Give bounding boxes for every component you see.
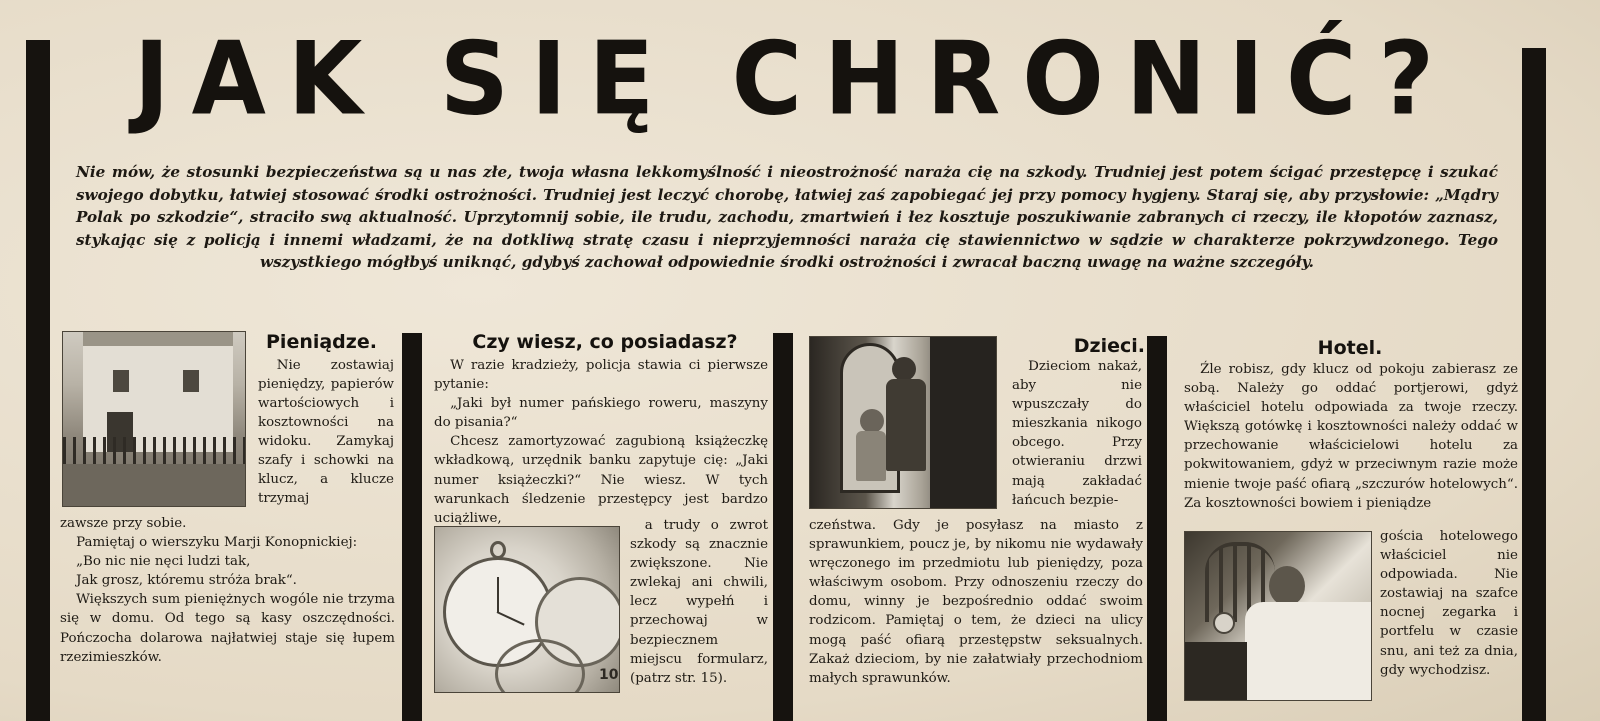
pieniadze-body-paragraph: Pamiętaj o wierszyku Marji Konopnickiej: bbox=[76, 535, 358, 551]
posiadasz-side-paragraph: a trudy o zwrot szkody są znacznie zwiększone. Nie zwlekaj ani chwili, lecz wypełń i przechowaj w bezpiecznem miejscu formularz, (patrz str. 15). bbox=[630, 518, 768, 686]
pieniadze-side-paragraph: Nie zostawiaj pieniędzy, papierów wartościowych i kosztowności na widoku. Zamykaj szafy i schowki na klucz, a klucze trzymaj bbox=[258, 358, 394, 506]
sleeping-man-photo bbox=[1184, 531, 1372, 701]
dzieci-side-text bbox=[1012, 357, 1142, 510]
page-title: JAK SIĘ CHRONIĆ? bbox=[133, 20, 1457, 138]
pieniadze-body-paragraph: Większych sum pieniężnych wogóle nie trzyma się w domu. Od tego są kasy oszczędności. Pończocha dolarowa najłatwiej staje się łupem rzezimieszków. bbox=[60, 592, 395, 665]
column-divider bbox=[1147, 336, 1167, 721]
posiadasz-paragraph: Chcesz zamortyzować zagubioną książeczkę wkładkową, urzędnik banku zapytuje cię: „Jaki numer książeczki?“ Nie wiesz. W tych warunkach śledzenie przestępcy jest bardzo uciążliwe, bbox=[434, 434, 768, 526]
posiadasz-body bbox=[434, 356, 768, 528]
dzieci-body-paragraph: czeństwa. Gdy je posyłasz na miasto z sprawunkiem, poucz je, by nikomu nie wydawały wręczonego im przedmiotu lub pieniędzy, poza właściwym osobom. Przy odnoszeniu rzeczy do domu, winny je bezpośrednio oddać swoim rodzicom. Pamiętaj o tem, że dzieci na ulicy mogą paść ofiarą przestępstw seksualnych. Zakaż dzieciom, by nie załatwiały przechodniom małych sprawunków. bbox=[809, 518, 1143, 686]
pieniadze-side-text bbox=[258, 356, 394, 508]
hotel-side-paragraph: gościa hotelowego właściciel nie odpowiada. Nie zostawiaj na szafce nocnej zegarka i portfelu w czasie snu, ani też za dnia, gdy wychodzisz. bbox=[1380, 529, 1518, 678]
house-photo bbox=[62, 331, 246, 507]
pieniadze-quote-line-2: Jak grosz, któremu stróża brak“. bbox=[76, 573, 297, 589]
section-heading-dzieci: Dzieci. bbox=[1073, 335, 1145, 357]
posiadasz-paragraph: W razie kradzieży, policja stawia ci pierwsze pytanie: bbox=[434, 358, 768, 393]
pieniadze-body bbox=[60, 514, 395, 667]
dzieci-body bbox=[809, 516, 1143, 688]
children-at-door-photo bbox=[809, 336, 997, 509]
right-border-bar bbox=[1522, 48, 1546, 721]
hotel-side-text bbox=[1380, 527, 1518, 680]
watch-dial-number: 10 bbox=[599, 667, 619, 683]
pieniadze-body-line: zawsze przy sobie. bbox=[60, 516, 187, 531]
hotel-body-paragraph: Źle robisz, gdy klucz od pokoju zabierasz ze sobą. Należy go oddać portjerowi, gdyż właściciel hotelu odpowiada za twoje rzeczy. Większą gotówkę i kosztowności należy oddać w przechowanie właścicielowi hotelu za pokwitowaniem, gdyż w przeciwnym razie może mienie twoje paść ofiarą „szczurów hotelowych“. Za kosztowności bowiem i pieniądze bbox=[1184, 362, 1518, 511]
section-heading-pieniadze: Pieniądze. bbox=[266, 331, 377, 353]
posiadasz-quote: „Jaki był numer pańskiego roweru, maszyny do pisania?“ bbox=[434, 396, 768, 431]
column-divider bbox=[773, 333, 793, 721]
section-heading-posiadasz: Czy wiesz, co posiadasz? bbox=[472, 331, 738, 353]
section-heading-hotel: Hotel. bbox=[1317, 337, 1383, 359]
left-border-bar bbox=[26, 40, 50, 721]
pieniadze-quote-line-1: „Bo nic nie nęci ludzi tak, bbox=[76, 554, 251, 570]
dzieci-side-paragraph: Dzieciom nakaż, aby nie wpuszczały do mieszkania nikogo obcego. Przy otwieraniu drzwi mają zakładać łańcuch bezpie- bbox=[1012, 359, 1142, 508]
hotel-body bbox=[1184, 360, 1518, 513]
posiadasz-side-text bbox=[630, 516, 768, 688]
column-divider bbox=[402, 333, 422, 721]
pocket-watch-photo bbox=[434, 526, 620, 693]
intro-paragraph: Nie mów, że stosunki bezpieczeństwa są u nas złe, twoja własna lekkomyślność i nieostrożność naraża cię na szkody. Trudniej jest potem ścigać przestępcę i szukać swojego dobytku, łatwiej stosować środki ostrożności. Trudniej jest leczyć chorobę, łatwiej zaś zapobiegać jej przy pomocy hygjeny. Staraj się, aby przysłowie: „Mądry Polak po szkodzie“, straciło swą aktualność. Uprzytomnij sobie, ile trudu, zachodu, zmartwień i łez kosztuje poszukiwanie zabranych ci rzeczy, ile kłopotów zaznasz, stykając się z policją i innemi władzami, że na dotkliwą stratę czasu i nieprzyjemności naraża cię stawiennictwo w sądzie w charakterze pokrzywdzonego. Tego wszystkiego mógłbyś uniknąć, gdybyś zachował odpowiednie środki ostrożności i zwracał baczną uwagę na ważne szczegóły. bbox=[76, 163, 1498, 272]
